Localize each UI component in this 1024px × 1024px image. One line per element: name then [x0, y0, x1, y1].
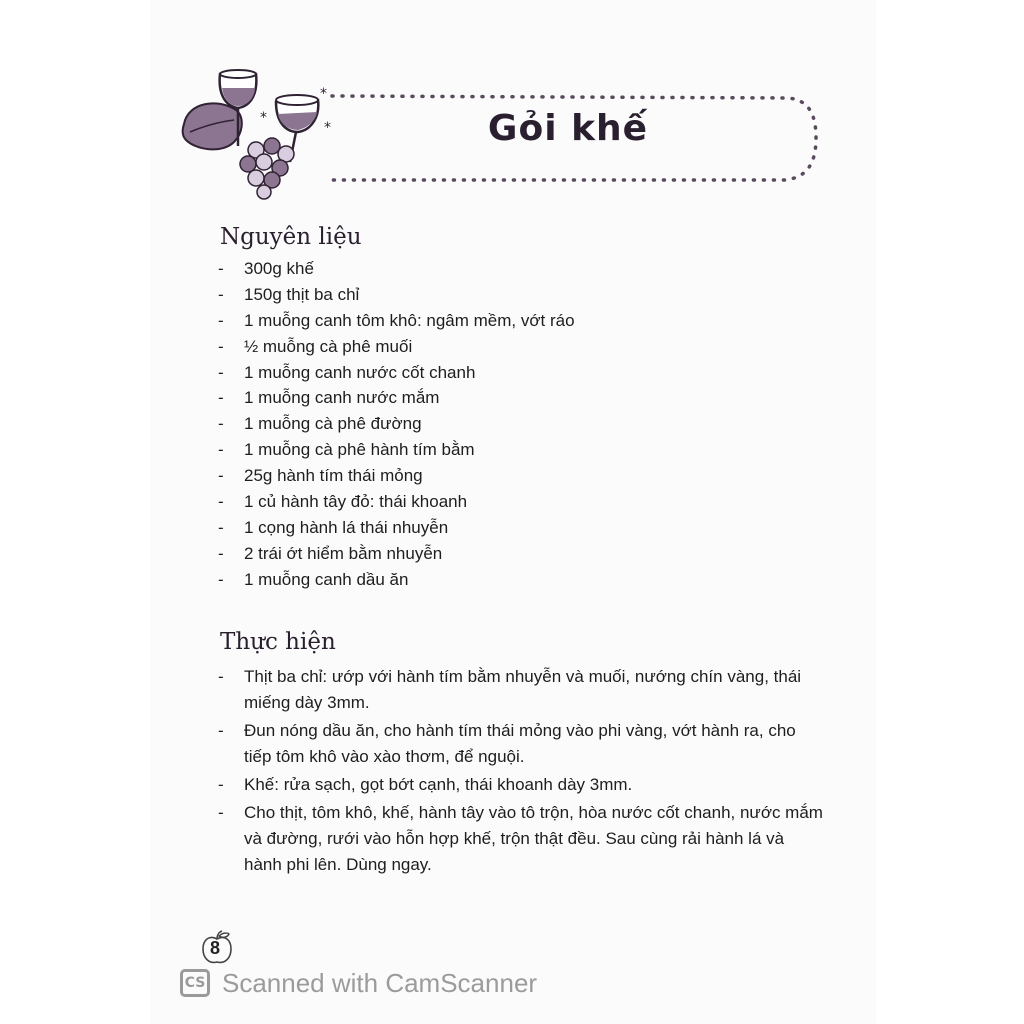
- list-bullet: -: [218, 775, 224, 794]
- ingredient-item: [216, 256, 575, 282]
- ingredient-item-text: ½ muỗng cà phê muối: [244, 336, 413, 356]
- wine-glasses-grapes-icon: [178, 62, 338, 202]
- ingredient-item-text: 1 muỗng cà phê hành tím bằm: [244, 440, 475, 460]
- ingredient-item: [216, 567, 575, 593]
- list-bullet: -: [218, 310, 224, 330]
- ingredient-item-text: 1 muỗng cà phê đường: [244, 414, 422, 434]
- svg-text:*: *: [320, 86, 327, 102]
- list-bullet: -: [218, 721, 224, 740]
- ingredient-item: [216, 437, 575, 463]
- list-bullet: -: [218, 362, 224, 382]
- svg-text:*: *: [260, 110, 267, 126]
- step-item: [216, 664, 826, 716]
- ingredient-item: [216, 541, 575, 567]
- step-item-text: Cho thịt, tôm khô, khế, hành tây vào tô trộn, hòa nước cốt chanh, nước mắm và đường, rưới vào hỗn hợp khế, trộn thật đều. Sau cùng rải hành lá và hành phi lên. Dùng ngay.: [244, 803, 823, 874]
- ingredient-item-text: 1 muỗng canh tôm khô: ngâm mềm, vớt ráo: [244, 310, 575, 330]
- ingredient-item: [216, 385, 575, 411]
- step-item: [216, 772, 826, 798]
- ingredient-item: [216, 489, 575, 515]
- ingredient-item: [216, 515, 575, 541]
- step-item-text: Thịt ba chỉ: ướp với hành tím bằm nhuyễn và muối, nướng chín vàng, thái miếng dày 3mm.: [244, 667, 802, 712]
- list-bullet: -: [218, 336, 224, 356]
- ingredient-item-text: 1 muỗng canh dầu ăn: [244, 569, 409, 589]
- ingredient-item: [216, 463, 575, 489]
- list-bullet: -: [218, 803, 224, 822]
- watermark-text: Scanned with CamScanner: [222, 967, 538, 998]
- ingredient-item-text: 150g thịt ba chỉ: [244, 284, 360, 304]
- step-item-text: Đun nóng dầu ăn, cho hành tím thái mỏng vào phi vàng, vớt hành ra, cho tiếp tôm khô vào xào thơm, để nguội.: [244, 721, 796, 766]
- ingredient-item: [216, 360, 575, 386]
- list-bullet: -: [218, 517, 224, 537]
- list-bullet: -: [218, 284, 224, 304]
- ingredient-item-text: 1 muỗng canh nước cốt chanh: [244, 362, 476, 382]
- ingredient-item: [216, 282, 575, 308]
- ingredient-list: [216, 256, 575, 593]
- ingredient-item-text: 1 củ hành tây đỏ: thái khoanh: [244, 492, 468, 512]
- ingredient-item-text: 300g khế: [244, 259, 314, 278]
- recipe-title: Gỏi khế: [487, 108, 649, 149]
- list-bullet: -: [218, 667, 224, 686]
- list-bullet: -: [218, 492, 224, 512]
- ingredient-item: [216, 334, 575, 360]
- ingredient-item: [216, 308, 575, 334]
- ingredient-item-text: 2 trái ớt hiểm bằm nhuyễn: [244, 543, 443, 563]
- camscanner-logo-icon: CS: [180, 969, 210, 997]
- camscanner-watermark: [180, 966, 537, 1000]
- list-bullet: -: [218, 414, 224, 434]
- ingredient-item-text: 1 cọng hành lá thái nhuyễn: [244, 517, 449, 537]
- list-bullet: -: [218, 466, 224, 486]
- ingredient-item-text: 1 muỗng canh nước mắm: [244, 388, 440, 408]
- ingredients-heading: Nguyên liệu: [220, 224, 362, 250]
- page-number: 8: [210, 938, 221, 958]
- list-bullet: -: [218, 569, 224, 589]
- ingredient-item: [216, 411, 575, 437]
- list-bullet: -: [218, 388, 224, 408]
- step-item: [216, 800, 826, 878]
- list-bullet: -: [218, 543, 224, 563]
- step-item: [216, 718, 826, 770]
- steps-heading: Thực hiện: [220, 629, 336, 655]
- svg-text:*: *: [324, 120, 331, 136]
- list-bullet: -: [218, 259, 224, 278]
- list-bullet: -: [218, 440, 224, 460]
- ingredient-item-text: 25g hành tím thái mỏng: [244, 466, 423, 486]
- step-list: [216, 664, 826, 880]
- step-item-text: Khế: rửa sạch, gọt bớt cạnh, thái khoanh dày 3mm.: [244, 775, 633, 794]
